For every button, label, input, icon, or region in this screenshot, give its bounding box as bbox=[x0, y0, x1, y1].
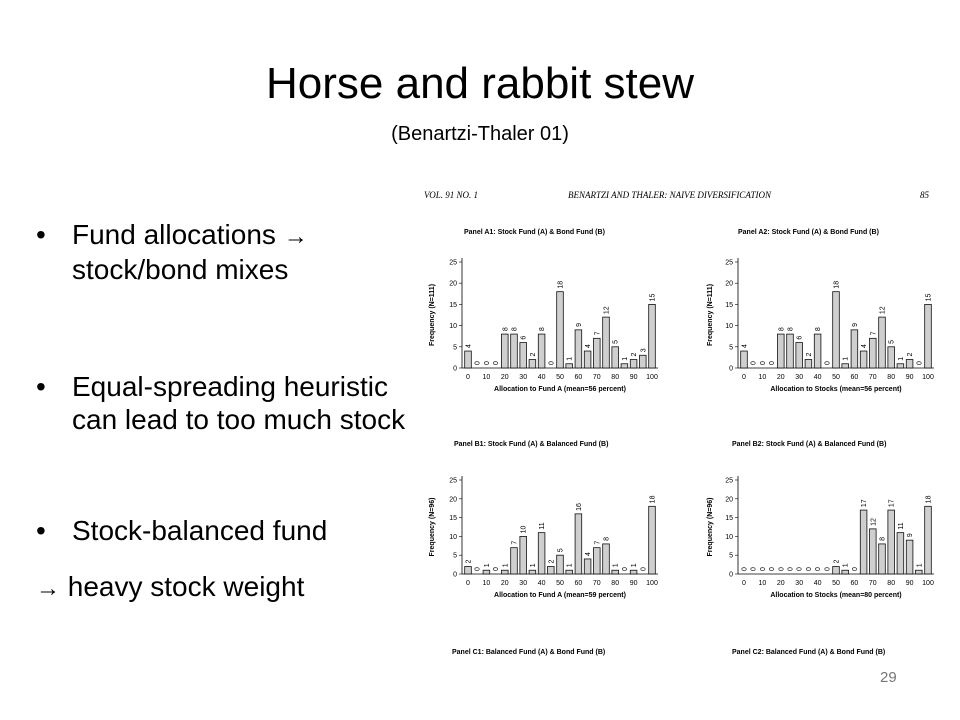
figure-header-right: 85 bbox=[920, 190, 929, 200]
histogram-bar bbox=[879, 544, 886, 574]
figure-header-left: VOL. 91 NO. 1 bbox=[424, 190, 478, 200]
y-tick-label: 10 bbox=[449, 533, 457, 541]
y-tick-label: 10 bbox=[725, 533, 733, 541]
bar-data-label: 2 bbox=[529, 352, 537, 357]
histogram-bar bbox=[547, 566, 554, 574]
bar-data-label: 8 bbox=[511, 327, 519, 332]
bar-data-label: 7 bbox=[870, 331, 878, 336]
y-axis-label: Frequency (N=96) bbox=[429, 497, 436, 557]
histogram-bar bbox=[529, 360, 536, 368]
bullet-text: Equal-spreading heuristic can lead to too much stock bbox=[72, 371, 406, 435]
figure-header-center: BENARTZI AND THALER: NAIVE DIVERSIFICATION bbox=[568, 190, 771, 200]
bar-data-label: 2 bbox=[805, 352, 813, 357]
x-tick-label: 70 bbox=[868, 580, 877, 587]
histogram-bar bbox=[511, 334, 518, 368]
bar-data-label: 7 bbox=[594, 540, 602, 545]
y-tick-label: 15 bbox=[725, 515, 733, 523]
x-tick-label: 0 bbox=[742, 580, 746, 587]
histogram-bar bbox=[906, 540, 913, 574]
bar-data-label: 2 bbox=[465, 559, 473, 564]
x-tick-label: 100 bbox=[646, 374, 658, 381]
bar-data-label: 1 bbox=[566, 563, 574, 568]
bar-data-label: 9 bbox=[851, 322, 859, 327]
x-tick-label: 70 bbox=[868, 374, 877, 381]
bar-data-label: 18 bbox=[557, 280, 565, 289]
x-tick-label: 90 bbox=[905, 580, 914, 587]
bar-data-label: 12 bbox=[870, 518, 878, 526]
bar-data-label: 0 bbox=[787, 567, 795, 571]
bar-data-label: 17 bbox=[888, 499, 896, 508]
bar-data-label: 0 bbox=[493, 567, 501, 571]
bar-data-label: 0 bbox=[769, 361, 777, 365]
bar-data-label: 0 bbox=[796, 567, 804, 571]
histogram-bar bbox=[538, 334, 545, 368]
bar-data-label: 3 bbox=[640, 348, 648, 353]
histogram-bar bbox=[879, 317, 886, 368]
histogram-bar bbox=[501, 570, 508, 574]
bar-data-label: 1 bbox=[842, 356, 850, 361]
histogram-bar bbox=[593, 548, 600, 574]
bar-data-label: 0 bbox=[759, 567, 767, 571]
histogram-bar bbox=[842, 364, 849, 368]
panel-title: Panel B2: Stock Fund (A) & Balanced Fund (B) bbox=[732, 441, 887, 448]
y-tick-label: 25 bbox=[449, 477, 457, 485]
y-axis-label: Frequency (N=111) bbox=[429, 283, 436, 347]
histogram-bar bbox=[833, 566, 840, 574]
bar-data-label: 1 bbox=[529, 563, 537, 568]
histogram-bar bbox=[906, 360, 913, 368]
x-tick-label: 10 bbox=[758, 374, 767, 381]
bar-data-label: 0 bbox=[778, 567, 786, 571]
bar-data-label: 4 bbox=[465, 344, 473, 349]
histogram-bar bbox=[557, 292, 564, 368]
histogram-bar bbox=[465, 351, 472, 368]
bar-data-label: 1 bbox=[612, 563, 620, 568]
bar-data-label: 8 bbox=[539, 327, 547, 332]
bar-data-label: 15 bbox=[925, 293, 933, 302]
x-axis-label: Allocation to Stocks (mean=56 percent) bbox=[770, 386, 902, 393]
y-tick-label: 20 bbox=[725, 280, 733, 288]
histogram-bar bbox=[869, 529, 876, 574]
histogram-bar bbox=[805, 360, 812, 368]
bar-data-label: 2 bbox=[631, 352, 639, 357]
x-tick-label: 40 bbox=[537, 374, 546, 381]
bar-data-label: 1 bbox=[842, 563, 850, 568]
bar-data-label: 2 bbox=[907, 352, 915, 357]
histogram-bar bbox=[603, 544, 610, 574]
slide-subtitle: (Benartzi-Thaler 01) bbox=[391, 123, 569, 145]
bar-data-label: 1 bbox=[897, 356, 905, 361]
bar-data-label: 0 bbox=[474, 567, 482, 571]
x-tick-label: 90 bbox=[905, 374, 914, 381]
arrow-line bbox=[36, 570, 304, 605]
y-tick-label: 15 bbox=[449, 515, 457, 523]
bar-data-label: 10 bbox=[520, 525, 528, 534]
y-tick-label: 0 bbox=[453, 365, 457, 373]
y-axis-label: Frequency (N=96) bbox=[707, 497, 714, 557]
x-tick-label: 80 bbox=[887, 374, 896, 381]
panel-title: Panel A1: Stock Fund (A) & Bond Fund (B) bbox=[464, 229, 605, 236]
histogram-panel-3 bbox=[429, 441, 658, 599]
bullet-equal-spreading bbox=[30, 370, 410, 436]
bar-data-label: 18 bbox=[833, 280, 841, 289]
y-tick-label: 20 bbox=[449, 280, 457, 288]
y-tick-label: 10 bbox=[725, 323, 733, 331]
x-axis-label: Allocation to Fund A (mean=59 percent) bbox=[494, 592, 626, 599]
histogram-bar bbox=[630, 360, 637, 368]
y-tick-label: 0 bbox=[729, 571, 733, 579]
y-tick-label: 5 bbox=[729, 552, 733, 560]
x-tick-label: 60 bbox=[574, 374, 583, 381]
right-arrow-icon: → bbox=[36, 575, 60, 602]
x-tick-label: 10 bbox=[758, 580, 767, 587]
x-tick-label: 0 bbox=[466, 374, 470, 381]
x-tick-label: 30 bbox=[519, 374, 528, 381]
x-tick-label: 80 bbox=[611, 374, 620, 381]
histogram-bar bbox=[787, 334, 794, 368]
x-tick-label: 30 bbox=[795, 374, 804, 381]
bar-data-label: 8 bbox=[815, 327, 823, 332]
bar-data-label: 5 bbox=[612, 339, 620, 344]
histogram-bar bbox=[925, 506, 932, 574]
x-tick-label: 20 bbox=[776, 580, 785, 587]
histogram-bar bbox=[520, 536, 527, 574]
x-tick-label: 60 bbox=[850, 580, 859, 587]
bar-data-label: 5 bbox=[888, 339, 896, 344]
bar-data-label: 8 bbox=[787, 327, 795, 332]
histogram-bar bbox=[851, 330, 858, 368]
histogram-bar bbox=[603, 317, 610, 368]
panel-title: Panel A2: Stock Fund (A) & Bond Fund (B) bbox=[738, 229, 879, 236]
x-tick-label: 20 bbox=[500, 374, 509, 381]
bar-data-label: 4 bbox=[861, 344, 869, 349]
histogram-bar bbox=[842, 570, 849, 574]
histogram-bar bbox=[777, 334, 784, 368]
histogram-bar bbox=[860, 351, 867, 368]
x-tick-label: 60 bbox=[574, 580, 583, 587]
histogram-bar bbox=[814, 334, 821, 368]
bar-data-label: 0 bbox=[805, 567, 813, 571]
bar-data-label: 7 bbox=[511, 540, 519, 545]
bar-data-label: 8 bbox=[502, 327, 510, 332]
histogram-panel-4 bbox=[707, 441, 934, 599]
x-tick-label: 50 bbox=[832, 580, 840, 587]
histogram-bar bbox=[741, 351, 748, 368]
bar-data-label: 4 bbox=[741, 344, 749, 349]
y-tick-label: 25 bbox=[725, 477, 733, 485]
y-tick-label: 20 bbox=[725, 496, 733, 504]
y-tick-label: 5 bbox=[453, 344, 457, 352]
histogram-bar bbox=[566, 570, 573, 574]
histogram-bar bbox=[538, 533, 545, 574]
bar-data-label: 4 bbox=[585, 552, 593, 556]
bar-data-label: 8 bbox=[778, 327, 786, 332]
bar-data-label: 0 bbox=[851, 567, 859, 571]
histogram-bar bbox=[612, 570, 619, 574]
panel-c2-caption: Panel C2: Balanced Fund (A) & Bond Fund (B) bbox=[732, 649, 886, 656]
bar-data-label: 0 bbox=[493, 361, 501, 365]
bar-data-label: 0 bbox=[769, 567, 777, 571]
histogram-bar bbox=[888, 347, 895, 368]
x-tick-label: 50 bbox=[832, 374, 840, 381]
bar-data-label: 8 bbox=[879, 537, 887, 541]
bar-data-label: 7 bbox=[594, 331, 602, 336]
x-axis-label: Allocation to Stocks (mean=80 percent) bbox=[770, 592, 902, 599]
x-tick-label: 100 bbox=[646, 580, 658, 587]
right-arrow-icon: → bbox=[283, 223, 308, 250]
x-tick-label: 30 bbox=[519, 580, 528, 587]
x-tick-label: 100 bbox=[922, 580, 934, 587]
bullet-stock-balanced bbox=[30, 514, 472, 547]
histogram-bar bbox=[612, 347, 619, 368]
x-tick-label: 20 bbox=[776, 374, 785, 381]
bar-data-label: 9 bbox=[907, 533, 915, 538]
bar-data-label: 0 bbox=[824, 567, 832, 571]
bullet-fund-allocations bbox=[30, 218, 308, 286]
bar-data-label: 0 bbox=[916, 361, 924, 365]
bar-data-label: 12 bbox=[603, 306, 611, 315]
histogram-bar bbox=[888, 510, 895, 574]
y-tick-label: 15 bbox=[449, 301, 457, 309]
bar-data-label: 0 bbox=[474, 361, 482, 365]
x-axis-label: Allocation to Fund A (mean=56 percent) bbox=[494, 386, 626, 393]
histogram-bar bbox=[584, 351, 591, 368]
x-tick-label: 60 bbox=[850, 374, 859, 381]
x-tick-label: 70 bbox=[592, 580, 601, 587]
bullet-text: Stock-balanced fund bbox=[72, 515, 328, 546]
bar-data-label: 0 bbox=[759, 361, 767, 365]
histogram-bar bbox=[483, 570, 490, 574]
histogram-bar bbox=[584, 559, 591, 574]
bar-data-label: 0 bbox=[483, 361, 491, 365]
bar-data-label: 1 bbox=[916, 563, 924, 568]
histogram-bar bbox=[511, 548, 518, 574]
bar-data-label: 0 bbox=[621, 567, 629, 571]
panel-title: Panel B1: Stock Fund (A) & Balanced Fund (B) bbox=[454, 441, 609, 448]
x-tick-label: 0 bbox=[742, 374, 746, 381]
bar-data-label: 1 bbox=[566, 356, 574, 361]
bar-data-label: 8 bbox=[603, 537, 611, 541]
histogram-bar bbox=[869, 338, 876, 368]
x-tick-label: 100 bbox=[922, 374, 934, 381]
y-tick-label: 5 bbox=[453, 552, 457, 560]
slide-title: Horse and rabbit stew bbox=[266, 59, 694, 108]
bar-data-label: 9 bbox=[575, 322, 583, 327]
histogram-panel-1 bbox=[429, 229, 658, 393]
x-tick-label: 40 bbox=[813, 374, 822, 381]
x-tick-label: 0 bbox=[466, 580, 470, 587]
x-tick-label: 30 bbox=[795, 580, 804, 587]
x-tick-label: 40 bbox=[537, 580, 546, 587]
bar-data-label: 2 bbox=[548, 559, 556, 564]
histogram-bar bbox=[649, 506, 656, 574]
x-tick-label: 90 bbox=[629, 374, 638, 381]
bar-data-label: 1 bbox=[483, 563, 491, 568]
histogram-bar bbox=[649, 304, 656, 368]
x-tick-label: 10 bbox=[482, 374, 491, 381]
histogram-bar bbox=[621, 364, 628, 368]
histogram-figure bbox=[420, 178, 948, 662]
histogram-bar bbox=[915, 570, 922, 574]
bar-data-label: 11 bbox=[897, 522, 905, 530]
bar-data-label: 1 bbox=[502, 563, 510, 568]
histogram-bar bbox=[575, 330, 582, 368]
x-tick-label: 50 bbox=[556, 374, 564, 381]
histogram-bar bbox=[593, 338, 600, 368]
x-tick-label: 80 bbox=[887, 580, 896, 587]
bar-data-label: 5 bbox=[557, 548, 565, 553]
histogram-bar bbox=[897, 364, 904, 368]
bar-data-label: 6 bbox=[520, 335, 528, 340]
histogram-bar bbox=[566, 364, 573, 368]
bullet-text: Fund allocations bbox=[72, 219, 276, 250]
arrow-line-text: heavy stock weight bbox=[67, 571, 305, 602]
slide-number: 29 bbox=[880, 669, 897, 686]
bar-data-label: 1 bbox=[631, 563, 639, 568]
x-tick-label: 50 bbox=[556, 580, 564, 587]
bar-data-label: 11 bbox=[539, 522, 547, 530]
bar-data-label: 6 bbox=[796, 335, 804, 340]
y-tick-label: 0 bbox=[729, 365, 733, 373]
y-tick-label: 15 bbox=[725, 301, 733, 309]
x-tick-label: 80 bbox=[611, 580, 620, 587]
panel-c1-caption: Panel C1: Balanced Fund (A) & Bond Fund (B) bbox=[452, 649, 606, 656]
bar-data-label: 0 bbox=[548, 361, 556, 365]
bar-data-label: 0 bbox=[815, 567, 823, 571]
histogram-bar bbox=[639, 355, 646, 368]
bullet-text-continued: stock/bond mixes bbox=[72, 254, 289, 285]
bar-data-label: 0 bbox=[640, 567, 648, 571]
bar-data-label: 17 bbox=[861, 499, 869, 508]
bar-data-label: 18 bbox=[925, 495, 933, 504]
histogram-bar bbox=[925, 304, 932, 368]
bar-data-label: 0 bbox=[750, 361, 758, 365]
histogram-bar bbox=[796, 343, 803, 368]
histogram-bar bbox=[501, 334, 508, 368]
x-tick-label: 70 bbox=[592, 374, 601, 381]
x-tick-label: 10 bbox=[482, 580, 491, 587]
bar-data-label: 15 bbox=[649, 293, 657, 302]
histogram-bar bbox=[833, 292, 840, 368]
bar-data-label: 0 bbox=[741, 567, 749, 571]
bar-data-label: 1 bbox=[621, 356, 629, 361]
bar-data-label: 4 bbox=[585, 344, 593, 349]
histogram-bar bbox=[860, 510, 867, 574]
histogram-bar bbox=[465, 566, 472, 574]
y-tick-label: 20 bbox=[449, 496, 457, 504]
histogram-panel-2 bbox=[707, 229, 934, 393]
bar-data-label: 0 bbox=[750, 567, 758, 571]
y-tick-label: 25 bbox=[725, 259, 733, 267]
y-tick-label: 5 bbox=[729, 344, 733, 352]
paper-figure bbox=[420, 178, 948, 662]
y-tick-label: 10 bbox=[449, 323, 457, 331]
bullet-dot: • bbox=[36, 371, 46, 402]
bar-data-label: 2 bbox=[833, 559, 841, 564]
bar-data-label: 12 bbox=[879, 306, 887, 315]
bar-data-label: 16 bbox=[575, 503, 583, 511]
histogram-bar bbox=[520, 343, 527, 368]
histogram-bar bbox=[897, 533, 904, 574]
y-tick-label: 25 bbox=[449, 259, 457, 267]
y-axis-label: Frequency (N=111) bbox=[707, 283, 714, 347]
bar-data-label: 0 bbox=[824, 361, 832, 365]
x-tick-label: 20 bbox=[500, 580, 509, 587]
histogram-bar bbox=[575, 514, 582, 574]
bullet-dot: • bbox=[36, 219, 46, 250]
bar-data-label: 18 bbox=[649, 495, 657, 504]
x-tick-label: 90 bbox=[629, 580, 638, 587]
histogram-bar bbox=[529, 570, 536, 574]
histogram-bar bbox=[557, 555, 564, 574]
histogram-bar bbox=[630, 570, 637, 574]
y-tick-label: 0 bbox=[453, 571, 457, 579]
x-tick-label: 40 bbox=[813, 580, 822, 587]
bullet-dot: • bbox=[36, 515, 46, 546]
